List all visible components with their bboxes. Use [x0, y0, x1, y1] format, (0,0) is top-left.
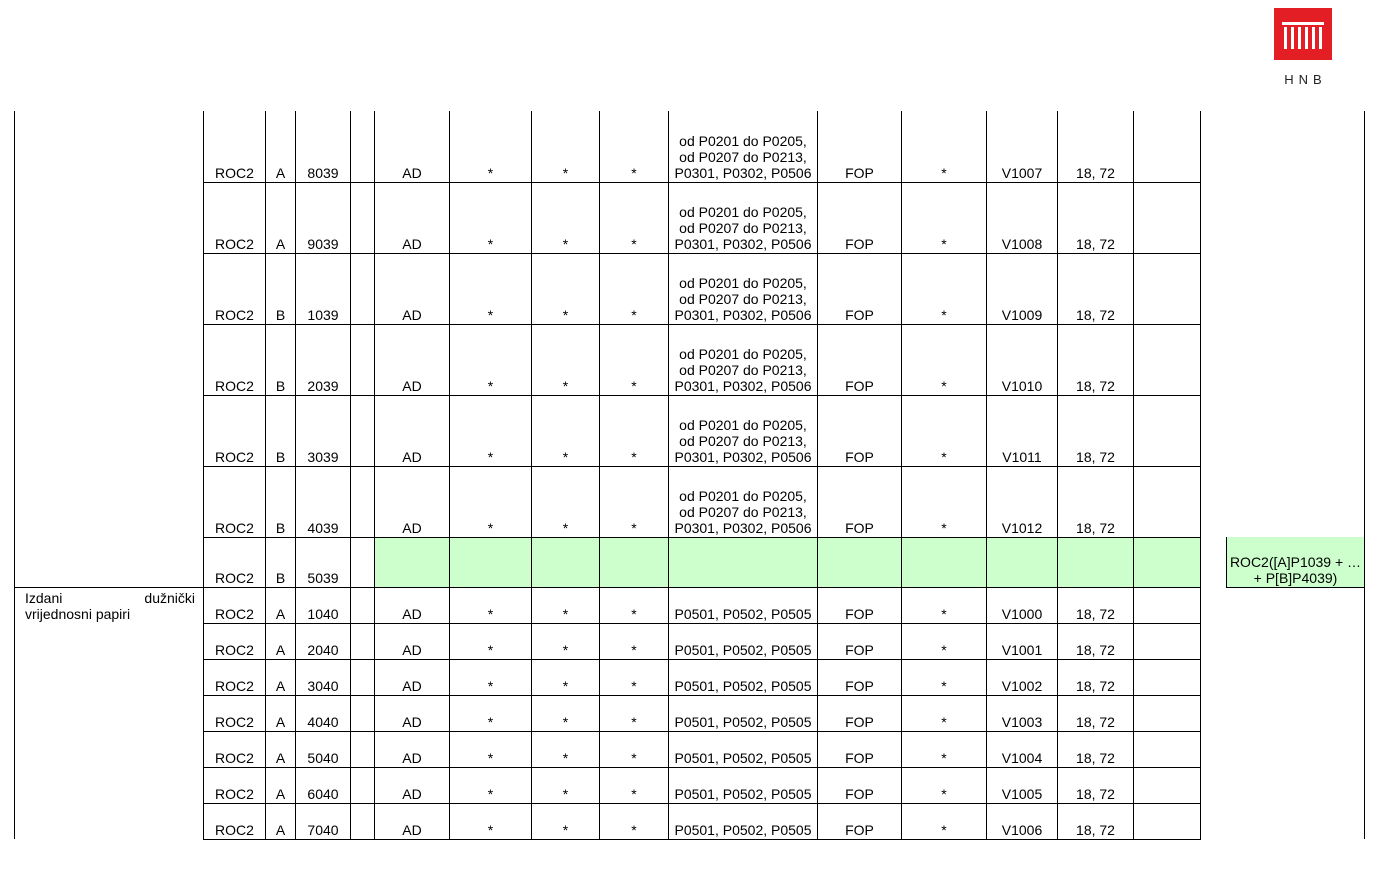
type-cell: AD — [375, 731, 450, 767]
source-cell: FOP — [818, 659, 902, 695]
flag-cell-1: * — [450, 659, 532, 695]
positions-cell: P0501, P0502, P0505 — [669, 659, 818, 695]
columns-cell: 18, 72 — [1058, 182, 1134, 253]
columns-cell: 18, 72 — [1058, 767, 1134, 803]
flag-cell-3: * — [600, 324, 669, 395]
blank-cell — [351, 659, 375, 695]
table-row — [15, 767, 1365, 803]
type-cell: AD — [375, 182, 450, 253]
table-row — [15, 659, 1365, 695]
blank-cell — [1134, 695, 1201, 731]
ref-cell: V1010 — [987, 324, 1058, 395]
blank-cell — [1134, 767, 1201, 803]
section-label — [15, 111, 204, 587]
blank-cell — [1134, 466, 1201, 537]
flag-cell-3: * — [600, 466, 669, 537]
positions-cell: od P0201 do P0205, od P0207 do P0213, P0301, P0302, P0506 — [669, 182, 818, 253]
flag-cell-2: * — [532, 253, 600, 324]
formula-cell — [1227, 731, 1365, 767]
flag-cell-4: * — [902, 731, 987, 767]
part-cell: B — [266, 395, 296, 466]
flag-cell-2: * — [532, 587, 600, 623]
formula-cell — [1227, 659, 1365, 695]
blank-cell — [1201, 587, 1227, 623]
flag-cell-2: * — [532, 623, 600, 659]
section-label: Izdani dužnički vrijednosni papiri — [15, 587, 204, 839]
type-cell: AD — [375, 253, 450, 324]
flag-cell-1: * — [450, 111, 532, 182]
ref-cell: V1004 — [987, 731, 1058, 767]
code-cell: 4040 — [296, 695, 351, 731]
part-cell: B — [266, 253, 296, 324]
code-cell: 5039 — [296, 537, 351, 587]
form-cell: ROC2 — [204, 395, 266, 466]
source-cell: FOP — [818, 324, 902, 395]
part-cell: A — [266, 587, 296, 623]
table-row — [15, 182, 1365, 253]
part-cell: A — [266, 659, 296, 695]
blank-cell — [1201, 182, 1227, 253]
blank-cell — [351, 695, 375, 731]
type-cell: AD — [375, 111, 450, 182]
flag-cell-1: * — [450, 587, 532, 623]
blank-cell — [1201, 731, 1227, 767]
columns-cell: 18, 72 — [1058, 111, 1134, 182]
code-cell: 4039 — [296, 466, 351, 537]
type-cell: AD — [375, 623, 450, 659]
validation-table — [14, 111, 1365, 840]
blank-cell — [1201, 395, 1227, 466]
flag-cell-3: * — [600, 253, 669, 324]
flag-cell-4: * — [902, 587, 987, 623]
source-cell — [818, 537, 902, 587]
positions-cell — [669, 537, 818, 587]
part-cell: A — [266, 731, 296, 767]
part-cell: A — [266, 182, 296, 253]
flag-cell-3: * — [600, 803, 669, 839]
code-cell: 7040 — [296, 803, 351, 839]
type-cell: AD — [375, 324, 450, 395]
blank-cell — [351, 537, 375, 587]
ref-cell: V1000 — [987, 587, 1058, 623]
ref-cell: V1002 — [987, 659, 1058, 695]
formula-cell — [1227, 803, 1365, 839]
source-cell: FOP — [818, 253, 902, 324]
flag-cell-1: * — [450, 731, 532, 767]
columns-cell: 18, 72 — [1058, 395, 1134, 466]
flag-cell-3 — [600, 537, 669, 587]
type-cell: AD — [375, 395, 450, 466]
flag-cell-3: * — [600, 731, 669, 767]
formula-cell — [1227, 767, 1365, 803]
flag-cell-3: * — [600, 587, 669, 623]
code-cell: 2040 — [296, 623, 351, 659]
part-cell: A — [266, 767, 296, 803]
columns-cell: 18, 72 — [1058, 659, 1134, 695]
blank-cell — [351, 767, 375, 803]
part-cell: B — [266, 324, 296, 395]
positions-cell: od P0201 do P0205, od P0207 do P0213, P0301, P0302, P0506 — [669, 466, 818, 537]
flag-cell-4: * — [902, 253, 987, 324]
ref-cell — [987, 537, 1058, 587]
code-cell: 3039 — [296, 395, 351, 466]
form-cell: ROC2 — [204, 182, 266, 253]
source-cell: FOP — [818, 623, 902, 659]
type-cell: AD — [375, 587, 450, 623]
blank-cell — [1201, 253, 1227, 324]
ref-cell: V1001 — [987, 623, 1058, 659]
form-cell: ROC2 — [204, 324, 266, 395]
blank-cell — [1201, 695, 1227, 731]
columns-cell: 18, 72 — [1058, 695, 1134, 731]
code-cell: 5040 — [296, 731, 351, 767]
columns-cell: 18, 72 — [1058, 253, 1134, 324]
table-row — [15, 695, 1365, 731]
flag-cell-2: * — [532, 731, 600, 767]
type-cell: AD — [375, 767, 450, 803]
flag-cell-3: * — [600, 395, 669, 466]
blank-cell — [351, 182, 375, 253]
type-cell: AD — [375, 659, 450, 695]
ref-cell: V1011 — [987, 395, 1058, 466]
columns-cell: 18, 72 — [1058, 623, 1134, 659]
table-row — [15, 587, 1365, 623]
flag-cell-4: * — [902, 695, 987, 731]
flag-cell-4: * — [902, 182, 987, 253]
positions-cell: P0501, P0502, P0505 — [669, 623, 818, 659]
type-cell: AD — [375, 466, 450, 537]
ref-cell: V1006 — [987, 803, 1058, 839]
code-cell: 8039 — [296, 111, 351, 182]
formula-cell — [1227, 587, 1365, 623]
flag-cell-1: * — [450, 695, 532, 731]
blank-cell — [1201, 466, 1227, 537]
flag-cell-3: * — [600, 182, 669, 253]
flag-cell-3: * — [600, 623, 669, 659]
form-cell: ROC2 — [204, 466, 266, 537]
part-cell: B — [266, 537, 296, 587]
flag-cell-3: * — [600, 767, 669, 803]
ref-cell: V1009 — [987, 253, 1058, 324]
flag-cell-4: * — [902, 623, 987, 659]
code-cell: 6040 — [296, 767, 351, 803]
blank-cell — [1134, 395, 1201, 466]
blank-cell — [1201, 324, 1227, 395]
positions-cell: od P0201 do P0205, od P0207 do P0213, P0301, P0302, P0506 — [669, 324, 818, 395]
part-cell: A — [266, 111, 296, 182]
code-cell: 1039 — [296, 253, 351, 324]
source-cell: FOP — [818, 695, 902, 731]
form-cell: ROC2 — [204, 253, 266, 324]
blank-cell — [1134, 253, 1201, 324]
table-row — [15, 253, 1365, 324]
flag-cell-2: * — [532, 659, 600, 695]
flag-cell-1 — [450, 537, 532, 587]
flag-cell-2: * — [532, 395, 600, 466]
source-cell: FOP — [818, 767, 902, 803]
type-cell: AD — [375, 695, 450, 731]
table-row — [15, 324, 1365, 395]
flag-cell-4: * — [902, 659, 987, 695]
blank-cell — [1134, 537, 1201, 587]
form-cell: ROC2 — [204, 659, 266, 695]
blank-cell — [351, 253, 375, 324]
part-cell: A — [266, 623, 296, 659]
flag-cell-2: * — [532, 695, 600, 731]
positions-cell: P0501, P0502, P0505 — [669, 731, 818, 767]
form-cell: ROC2 — [204, 623, 266, 659]
source-cell: FOP — [818, 466, 902, 537]
flag-cell-2: * — [532, 466, 600, 537]
form-cell: ROC2 — [204, 695, 266, 731]
columns-cell: 18, 72 — [1058, 803, 1134, 839]
positions-cell: od P0201 do P0205, od P0207 do P0213, P0301, P0302, P0506 — [669, 111, 818, 182]
source-cell: FOP — [818, 182, 902, 253]
hnb-building-icon — [1274, 8, 1332, 60]
part-cell: A — [266, 695, 296, 731]
source-cell: FOP — [818, 395, 902, 466]
source-cell: FOP — [818, 111, 902, 182]
formula-cell — [1227, 395, 1365, 466]
source-cell: FOP — [818, 731, 902, 767]
flag-cell-4: * — [902, 803, 987, 839]
part-cell: B — [266, 466, 296, 537]
form-cell: ROC2 — [204, 767, 266, 803]
blank-cell — [351, 466, 375, 537]
ref-cell: V1003 — [987, 695, 1058, 731]
flag-cell-2: * — [532, 111, 600, 182]
form-cell: ROC2 — [204, 111, 266, 182]
flag-cell-3: * — [600, 695, 669, 731]
blank-cell — [1134, 324, 1201, 395]
table-row — [15, 803, 1365, 839]
part-cell: A — [266, 803, 296, 839]
blank-cell — [351, 803, 375, 839]
table-row — [15, 111, 1365, 182]
blank-cell — [351, 111, 375, 182]
table-row — [15, 731, 1365, 767]
table-row — [15, 623, 1365, 659]
formula-cell — [1227, 182, 1365, 253]
ref-cell: V1007 — [987, 111, 1058, 182]
columns-cell: 18, 72 — [1058, 587, 1134, 623]
formula-cell — [1227, 111, 1365, 182]
blank-cell — [351, 587, 375, 623]
flag-cell-1: * — [450, 803, 532, 839]
logo-text: HNB — [1284, 72, 1327, 87]
blank-cell — [1134, 623, 1201, 659]
blank-cell — [1134, 731, 1201, 767]
blank-cell — [1134, 659, 1201, 695]
table-row — [15, 395, 1365, 466]
flag-cell-1: * — [450, 623, 532, 659]
blank-cell — [1201, 537, 1227, 587]
flag-cell-3: * — [600, 111, 669, 182]
formula-cell — [1227, 466, 1365, 537]
code-cell: 3040 — [296, 659, 351, 695]
code-cell: 2039 — [296, 324, 351, 395]
form-cell: ROC2 — [204, 803, 266, 839]
flag-cell-4: * — [902, 466, 987, 537]
ref-cell: V1008 — [987, 182, 1058, 253]
table-row — [15, 537, 1365, 587]
flag-cell-1: * — [450, 395, 532, 466]
blank-cell — [1134, 182, 1201, 253]
code-cell: 1040 — [296, 587, 351, 623]
flag-cell-2 — [532, 537, 600, 587]
blank-cell — [1201, 111, 1227, 182]
table-row — [15, 466, 1365, 537]
form-cell: ROC2 — [204, 731, 266, 767]
flag-cell-4: * — [902, 395, 987, 466]
flag-cell-1: * — [450, 182, 532, 253]
blank-cell — [351, 395, 375, 466]
flag-cell-3: * — [600, 659, 669, 695]
columns-cell: 18, 72 — [1058, 466, 1134, 537]
blank-cell — [1201, 767, 1227, 803]
positions-cell: P0501, P0502, P0505 — [669, 695, 818, 731]
formula-cell — [1227, 695, 1365, 731]
blank-cell — [1201, 623, 1227, 659]
columns-cell: 18, 72 — [1058, 324, 1134, 395]
positions-cell: P0501, P0502, P0505 — [669, 587, 818, 623]
formula-cell: ROC2([A]P1039 + … + P[B]P4039) — [1227, 537, 1365, 587]
flag-cell-4: * — [902, 111, 987, 182]
flag-cell-1: * — [450, 466, 532, 537]
flag-cell-2: * — [532, 767, 600, 803]
blank-cell — [1201, 803, 1227, 839]
flag-cell-2: * — [532, 182, 600, 253]
positions-cell: P0501, P0502, P0505 — [669, 767, 818, 803]
ref-cell: V1005 — [987, 767, 1058, 803]
formula-cell — [1227, 324, 1365, 395]
blank-cell — [351, 324, 375, 395]
ref-cell: V1012 — [987, 466, 1058, 537]
blank-cell — [1134, 587, 1201, 623]
type-cell — [375, 537, 450, 587]
hnb-logo — [1274, 8, 1332, 88]
flag-cell-2: * — [532, 324, 600, 395]
formula-cell — [1227, 623, 1365, 659]
form-cell: ROC2 — [204, 537, 266, 587]
blank-cell — [351, 731, 375, 767]
flag-cell-1: * — [450, 324, 532, 395]
positions-cell: od P0201 do P0205, od P0207 do P0213, P0301, P0302, P0506 — [669, 395, 818, 466]
type-cell: AD — [375, 803, 450, 839]
columns-cell — [1058, 537, 1134, 587]
positions-cell: od P0201 do P0205, od P0207 do P0213, P0301, P0302, P0506 — [669, 253, 818, 324]
flag-cell-2: * — [532, 803, 600, 839]
positions-cell: P0501, P0502, P0505 — [669, 803, 818, 839]
blank-cell — [351, 623, 375, 659]
source-cell: FOP — [818, 803, 902, 839]
flag-cell-1: * — [450, 767, 532, 803]
columns-cell: 18, 72 — [1058, 731, 1134, 767]
flag-cell-4: * — [902, 767, 987, 803]
source-cell: FOP — [818, 587, 902, 623]
flag-cell-4: * — [902, 324, 987, 395]
form-cell: ROC2 — [204, 587, 266, 623]
blank-cell — [1201, 659, 1227, 695]
code-cell: 9039 — [296, 182, 351, 253]
flag-cell-1: * — [450, 253, 532, 324]
flag-cell-4 — [902, 537, 987, 587]
blank-cell — [1134, 803, 1201, 839]
formula-cell — [1227, 253, 1365, 324]
blank-cell — [1134, 111, 1201, 182]
